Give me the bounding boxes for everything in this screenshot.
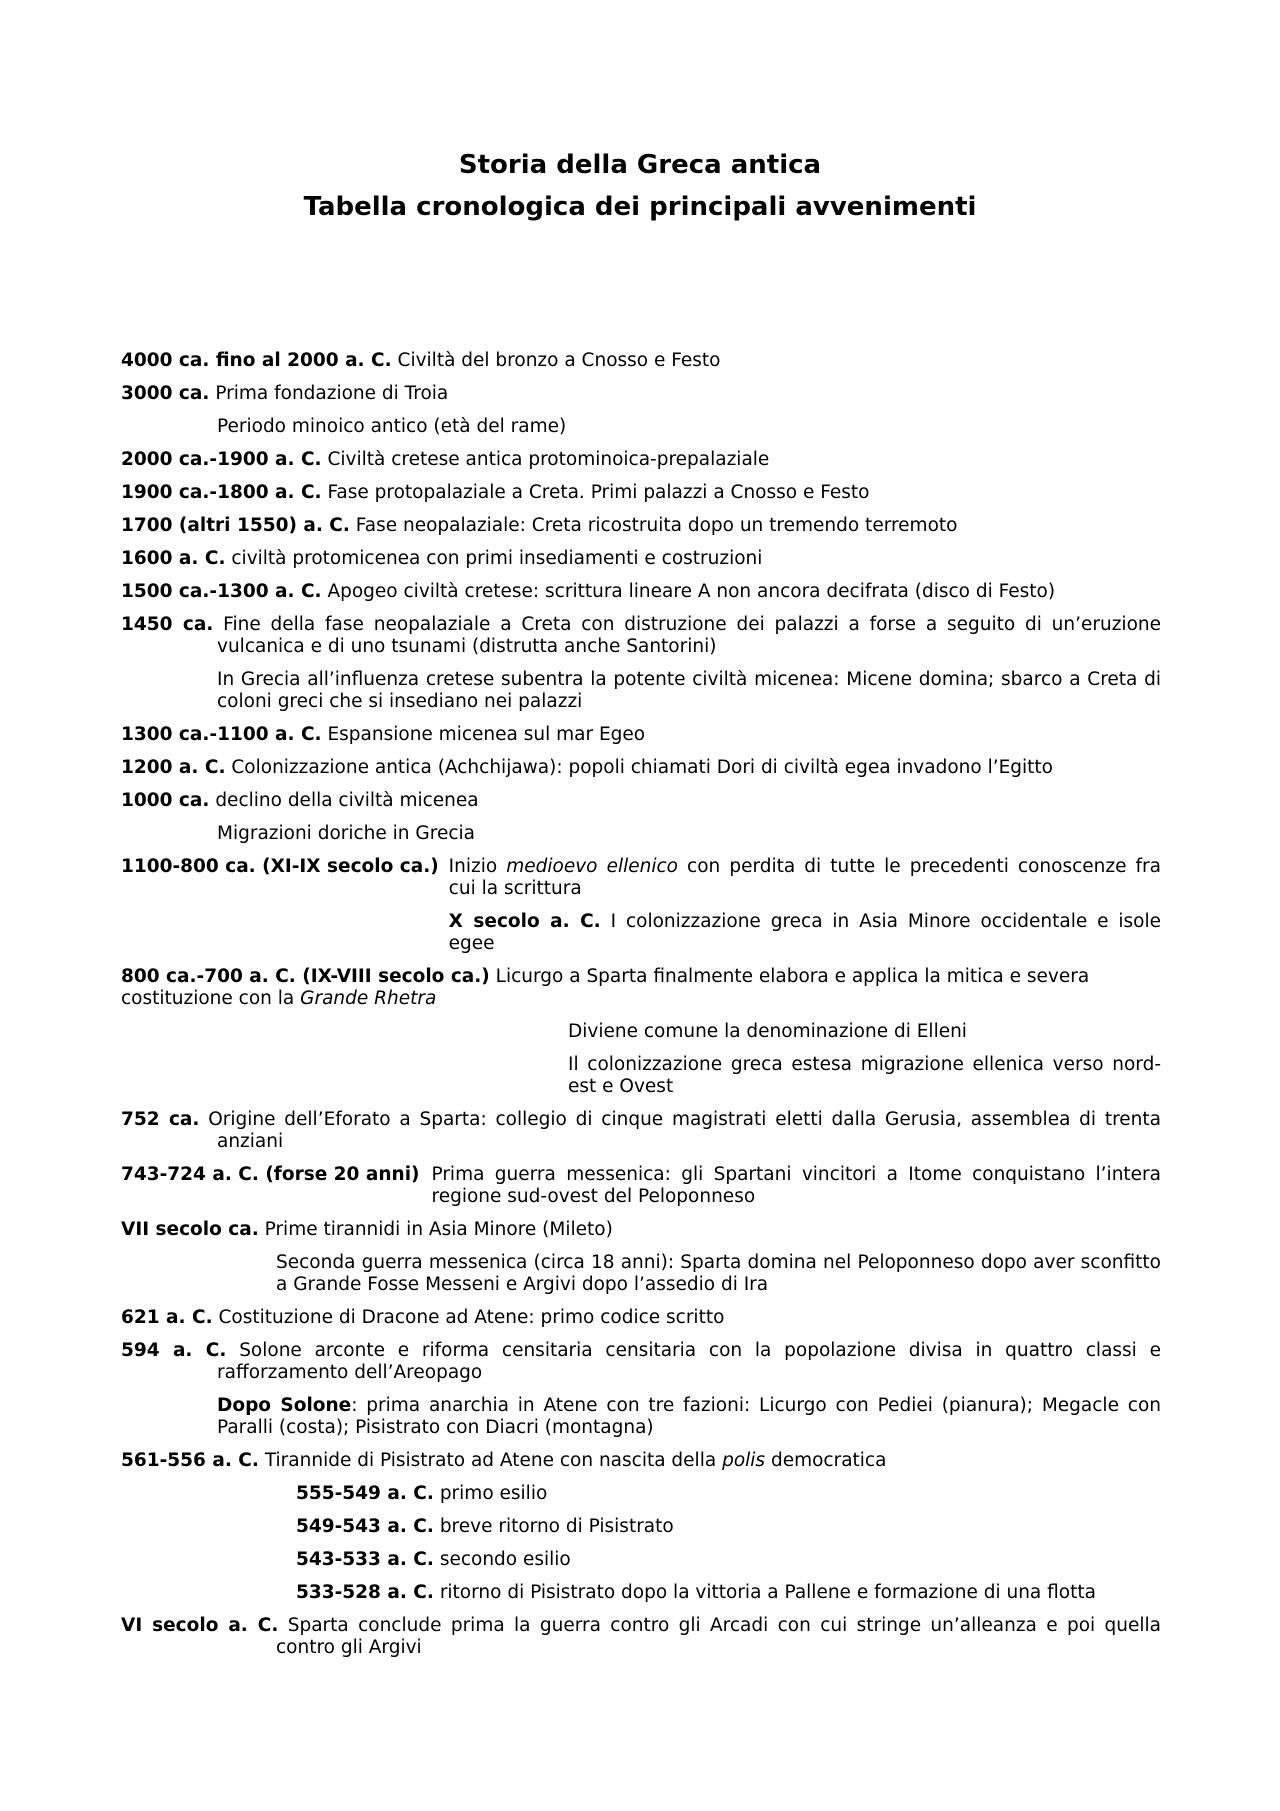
entry-text: Fine della fase neopalaziale a Creta con distruzione dei palazzi a forse a seguito di un’eruzione vulcanica e di uno tsunami (distrutta anche Santorini): [217, 614, 1161, 657]
chronology-subentry: [121, 1582, 1161, 1604]
chronology-entry: [121, 614, 1161, 713]
entry-date: VII secolo ca.: [121, 1219, 259, 1240]
entry-date: 561-556 a. C.: [121, 1450, 259, 1471]
entry-text: Prima fondazione di Troia: [215, 383, 449, 404]
entry-date: 3000 ca.: [121, 383, 210, 404]
chronology-entry: [121, 724, 1161, 746]
entry-text: ritorno di Pisistrato dopo la vittoria a Pallene e formazione di una flotta: [439, 1582, 1096, 1603]
entry-text: primo esilio: [439, 1483, 548, 1504]
entry-date: 543-533 a. C.: [296, 1549, 434, 1570]
chronology-entry: [121, 482, 1161, 504]
entry-date: 1000 ca.: [121, 790, 210, 811]
entry-emphasis: Grande Rhetra: [300, 988, 437, 1009]
entry-date: 800 ca.-700 a. C. (IX-VIII secolo ca.): [121, 966, 490, 987]
entry-text: Solone arconte e riforma censitaria censitaria con la popolazione divisa in quattro classi e rafforzamento dell’Areopago: [217, 1340, 1161, 1383]
chronology-entry: [121, 1164, 1161, 1208]
entry-date: 4000 ca. fino al 2000 a. C.: [121, 350, 392, 371]
entry-date: 594 a. C.: [121, 1340, 227, 1361]
entry-subtext: Seconda guerra messenica (circa 18 anni): Sparta domina nel Peloponneso dopo aver sconfitto a Grande Fosse Messeni e Argivi dopo l’assedio di Ira: [276, 1252, 1161, 1295]
entry-text: Sparta conclude prima la guerra contro gli Arcadi con cui stringe un’alleanza e poi quella contro gli Argivi: [276, 1615, 1161, 1658]
entry-text: con perdita di tutte le precedenti conoscenze fra cui la scrittura: [448, 856, 1161, 899]
entry-text: declino della civiltà micenea: [215, 790, 479, 811]
entry-date: 549-543 a. C.: [296, 1516, 434, 1537]
entry-date: 555-549 a. C.: [296, 1483, 434, 1504]
entry-subtext: : prima anarchia in Atene con tre fazioni: Licurgo con Pediei (pianura); Megacle con Paralli (costa); Pisistrato con Diacri (montagna): [217, 1395, 1161, 1438]
chronology-entry: [121, 548, 1161, 570]
entry-date: 1450 ca.: [121, 614, 214, 635]
entry-date: 2000 ca.-1900 a. C.: [121, 449, 322, 470]
entry-subtext: Periodo minoico antico (età del rame): [217, 416, 567, 437]
entry-text: Costituzione di Dracone ad Atene: primo codice scritto: [218, 1307, 725, 1328]
entry-date: 1600 a. C.: [121, 548, 226, 569]
entry-date: 1500 ca.-1300 a. C.: [121, 581, 322, 602]
entry-text: Colonizzazione antica (Achchijawa): popoli chiamati Dori di civiltà egea invadono l’Egitto: [231, 757, 1053, 778]
entry-date: 621 a. C.: [121, 1307, 213, 1328]
chronology-entry: [121, 449, 1161, 471]
chronology-entry: [121, 350, 1161, 372]
entry-subtext: Migrazioni doriche in Grecia: [217, 823, 475, 844]
entry-subtext: In Grecia all’influenza cretese subentra la potente civiltà micenea: Micene domina; sbarco a Creta di coloni greci che si insediano nei palazzi: [217, 669, 1161, 712]
entry-text: Licurgo a Sparta finalmente elabora e applica la mitica e severa costituzione con la: [121, 966, 1090, 1009]
entry-text: breve ritorno di Pisistrato: [439, 1516, 674, 1537]
entry-date: 752 ca.: [121, 1109, 200, 1130]
entry-text: Espansione micenea sul mar Egeo: [327, 724, 646, 745]
entry-emphasis: polis: [722, 1450, 766, 1471]
chronology-entry: [121, 383, 1161, 438]
chronology-entry: [121, 1615, 1161, 1659]
entry-subtext: I colonizzazione greca in Asia Minore occidentale e isole egee: [448, 911, 1161, 954]
entry-text: Prime tirannidi in Asia Minore (Mileto): [264, 1219, 613, 1240]
document-title: Storia della Greca antica: [458, 150, 822, 180]
entry-emphasis: medioevo ellenico: [506, 856, 678, 877]
entry-text: Fase protopalaziale a Creta. Primi palazzi a Cnosso e Festo: [327, 482, 870, 503]
chronology-entry: [121, 757, 1161, 779]
entry-date: 1700 (altri 1550) a. C.: [121, 515, 350, 536]
entry-text: Fase neopalaziale: Creta ricostruita dopo un tremendo terremoto: [355, 515, 958, 536]
entry-date: 743-724 a. C. (forse 20 anni): [121, 1164, 420, 1185]
chronology-entry: [121, 1450, 1161, 1472]
chronology-entry: [121, 581, 1161, 603]
chronology-entry: [121, 1340, 1161, 1439]
entry-date: 1900 ca.-1800 a. C.: [121, 482, 322, 503]
entry-text: civiltà protomicenea con primi insediamenti e costruzioni: [231, 548, 763, 569]
chronology-entry: [121, 1307, 1161, 1329]
chronology-entry: [121, 515, 1161, 537]
entry-text: democratica: [770, 1450, 887, 1471]
chronology-subentry: [121, 1483, 1161, 1505]
chronology-subentry: [121, 1516, 1161, 1538]
entry-date: 1300 ca.-1100 a. C.: [121, 724, 322, 745]
chronology-entry: [121, 1219, 1161, 1296]
entry-subdate: Dopo Solone: [217, 1395, 352, 1416]
entry-text: Civiltà del bronzo a Cnosso e Festo: [397, 350, 721, 371]
entry-subtext: Il colonizzazione greca estesa migrazione ellenica verso nord-est e Ovest: [568, 1054, 1161, 1097]
entry-text: Civiltà cretese antica protominoica-prepalaziale: [327, 449, 770, 470]
chronology-list: [121, 350, 1161, 1670]
entry-date: 533-528 a. C.: [296, 1582, 434, 1603]
entry-subdate: X secolo a. C.: [448, 911, 601, 932]
chronology-entry: [121, 790, 1161, 845]
entry-text: Tirannide di Pisistrato ad Atene con nascita della: [264, 1450, 717, 1471]
entry-subtext: Diviene comune la denominazione di Elleni: [568, 1021, 967, 1042]
entry-date: 1100-800 ca. (XI-IX secolo ca.): [121, 856, 439, 877]
entry-text: Origine dell’Eforato a Sparta: collegio di cinque magistrati eletti dalla Gerusia, assemblea di trenta anziani: [208, 1109, 1161, 1152]
entry-date: VI secolo a. C.: [121, 1615, 279, 1636]
entry-text: secondo esilio: [439, 1549, 571, 1570]
chronology-entry: [121, 856, 1161, 955]
entry-text: Prima guerra messenica: gli Spartani vincitori a Itome conquistano l’intera regione sud-ovest del Peloponneso: [431, 1164, 1161, 1207]
chronology-entry: [121, 1109, 1161, 1153]
chronology-subentry: [121, 1549, 1161, 1571]
entry-text: Inizio: [448, 856, 498, 877]
entry-text: Apogeo civiltà cretese: scrittura lineare A non ancora decifrata (disco di Festo): [327, 581, 1056, 602]
chronology-entry: [121, 966, 1161, 1098]
document-subtitle: Tabella cronologica dei principali avvenimenti: [303, 192, 977, 222]
entry-date: 1200 a. C.: [121, 757, 226, 778]
